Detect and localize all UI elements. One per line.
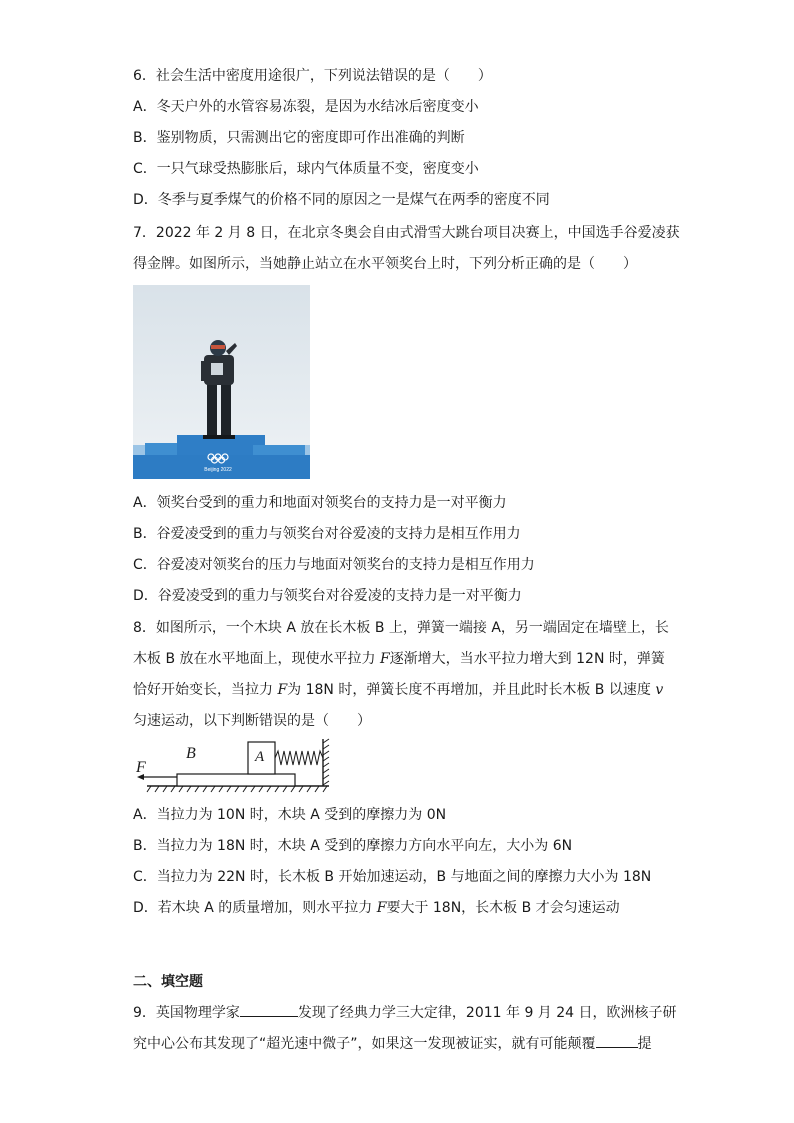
q8-option-c: C．当拉力为 22N 时，长木板 B 开始加速运动，B 与地面之间的摩擦力大小为 18N [133,869,652,885]
q7-option-b: B．谷爱凌受到的重力与领奖台对谷爱凌的支持力是相互作用力 [133,526,521,542]
podium-text: Beijing 2022 [204,467,232,473]
q7-stem-line1: 7．2022 年 2 月 8 日，在北京冬奥会自由式滑雪大跳台项目决赛上，中国选手谷爱凌获 [133,225,680,241]
q6-option-b: B．鉴别物质，只需测出它的密度即可作出准确的判断 [133,130,465,146]
q7-option-d: D．谷爱凌受到的重力与领奖台对谷爱凌的支持力是一对平衡力 [133,588,522,604]
answer-blank-1[interactable] [240,1002,298,1017]
q6-option-d: D．冬季与夏季煤气的价格不同的原因之一是煤气在两季的密度不同 [133,192,550,208]
section-title-fill-in: 二、填空题 [133,974,203,990]
label-b: B [186,745,196,762]
q8-option-a: A．当拉力为 10N 时，木块 A 受到的摩擦力为 0N [133,807,447,823]
q8-stem-line4: 匀速运动，以下判断错误的是（ ） [133,713,371,729]
label-f: F [136,759,146,776]
q6-option-c: C．一只气球受热膨胀后，球内气体质量不变，密度变小 [133,161,479,177]
q9-line1: 9．英国物理学家 发现了经典力学三大定律，2011 年 9 月 24 日，欧洲核子研 [133,1002,677,1023]
q6-option-a: A．冬天户外的水管容易冻裂，是因为水结冰后密度变小 [133,99,479,115]
q7-option-a: A．领奖台受到的重力和地面对领奖台的支持力是一对平衡力 [133,495,507,511]
q8-option-b: B．当拉力为 18N 时，木块 A 受到的摩擦力方向水平向左，大小为 6N [133,838,573,854]
answer-blank-2[interactable] [596,1033,638,1048]
q6-stem: 6．社会生活中密度用途很广，下列说法错误的是（ ） [133,68,492,84]
q8-stem-line3: 恰好开始变长，当拉力 F为 18N 时，弹簧长度不再增加，并且此时长木板 B 以速度 v [133,682,664,698]
q8-stem-line1: 8．如图所示，一个木块 A 放在长木板 B 上，弹簧一端接 A，另一端固定在墙壁上，长 [133,620,669,636]
q9-line2: 究中心公布其发现了“超光速中微子”，如果这一发现被证实，就有可能颠覆 提 [133,1033,652,1054]
label-a: A [255,749,265,765]
q8-option-d: D．若木块 A 的质量增加，则水平拉力 F要大于 18N，长木板 B 才会匀速运动 [133,900,620,916]
q7-option-c: C．谷爱凌对领奖台的压力与地面对领奖台的支持力是相互作用力 [133,557,535,573]
podium-photo [133,285,310,479]
q7-stem-line2: 得金牌。如图所示，当她静止站立在水平领奖台上时，下列分析正确的是（ ） [133,256,637,272]
q8-stem-line2: 木板 B 放在水平地面上，现使水平拉力 F逐渐增大，当水平拉力增大到 12N 时，弹簧 [133,651,665,667]
friction-diagram [133,737,343,797]
